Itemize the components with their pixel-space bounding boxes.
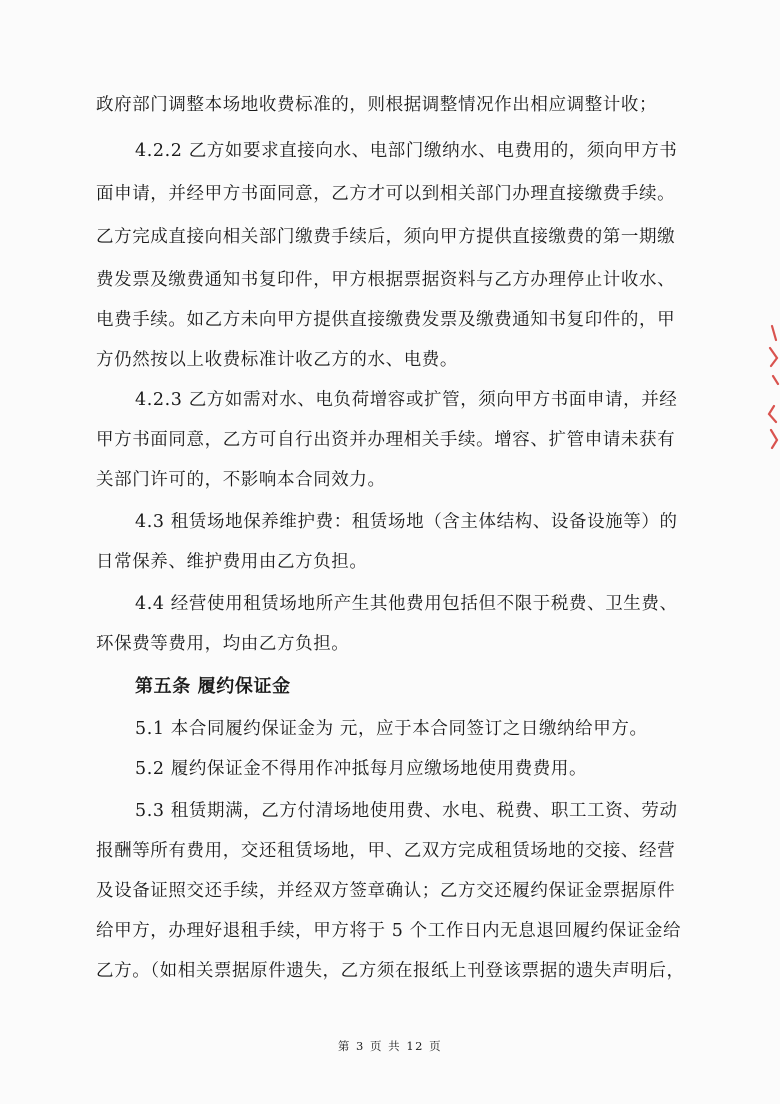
text-line: 面申请，并经甲方书面同意，乙方才可以到相关部门办理直接缴费手续。 <box>96 184 676 204</box>
text-line: 4.2.2 乙方如要求直接向水、电部门缴纳水、电费用的，须向甲方书 <box>135 141 678 161</box>
seal-stamp-edge <box>762 318 780 468</box>
page-footer: 第 3 页 共 12 页 <box>337 1039 443 1053</box>
text-line: 4.2.3 乙方如需对水、电负荷增容或扩管，须向甲方书面申请，并经 <box>135 390 678 410</box>
text-line: 5.2 履约保证金不得用作冲抵每月应缴场地使用费费用。 <box>135 759 588 779</box>
text-line: 给甲方，办理好退租手续，甲方将于 5 个工作日内无息退回履约保证金给 <box>96 921 682 941</box>
text-line: 环保费等费用，均由乙方负担。 <box>96 634 350 654</box>
text-line: 5.3 租赁期满，乙方付清场地使用费、水电、税费、职工工资、劳动 <box>135 801 678 821</box>
text-line: 方仍然按以上收费标准计收乙方的水、电费。 <box>96 350 458 370</box>
text-line: 乙方完成直接向相关部门缴费手续后，须向甲方提供直接缴费的第一期缴 <box>96 227 676 247</box>
text-line: 及设备证照交还手续，并经双方签章确认；乙方交还履约保证金票据原件 <box>96 881 676 901</box>
text-line: 5.1 本合同履约保证金为 元，应于本合同签订之日缴纳给甲方。 <box>135 719 648 739</box>
text-line: 关部门许可的，不影响本合同效力。 <box>96 470 386 490</box>
section-heading: 第五条 履约保证金 <box>135 676 291 697</box>
text-line: 政府部门调整本场地收费标准的，则根据调整情况作出相应调整计收； <box>96 95 658 115</box>
text-line: 4.4 经营使用租赁场地所产生其他费用包括但不限于税费、卫生费、 <box>135 594 678 614</box>
text-line: 报酬等所有费用，交还租赁场地，甲、乙双方完成租赁场地的交接、经营 <box>96 841 676 861</box>
text-line: 电费手续。如乙方未向甲方提供直接缴费发票及缴费通知书复印件的，甲 <box>96 310 676 330</box>
text-line: 费发票及缴费通知书复印件，甲方根据票据资料与乙方办理停止计收水、 <box>96 270 676 290</box>
text-line: 甲方书面同意，乙方可自行出资并办理相关手续。增容、扩管申请未获有 <box>96 430 676 450</box>
text-line: 日常保养、维护费用由乙方负担。 <box>96 552 368 572</box>
text-line: 乙方。（如相关票据原件遗失，乙方须在报纸上刊登该票据的遗失声明后， <box>96 961 685 981</box>
text-line: 4.3 租赁场地保养维护费：租赁场地（含主体结构、设备设施等）的 <box>135 512 678 532</box>
